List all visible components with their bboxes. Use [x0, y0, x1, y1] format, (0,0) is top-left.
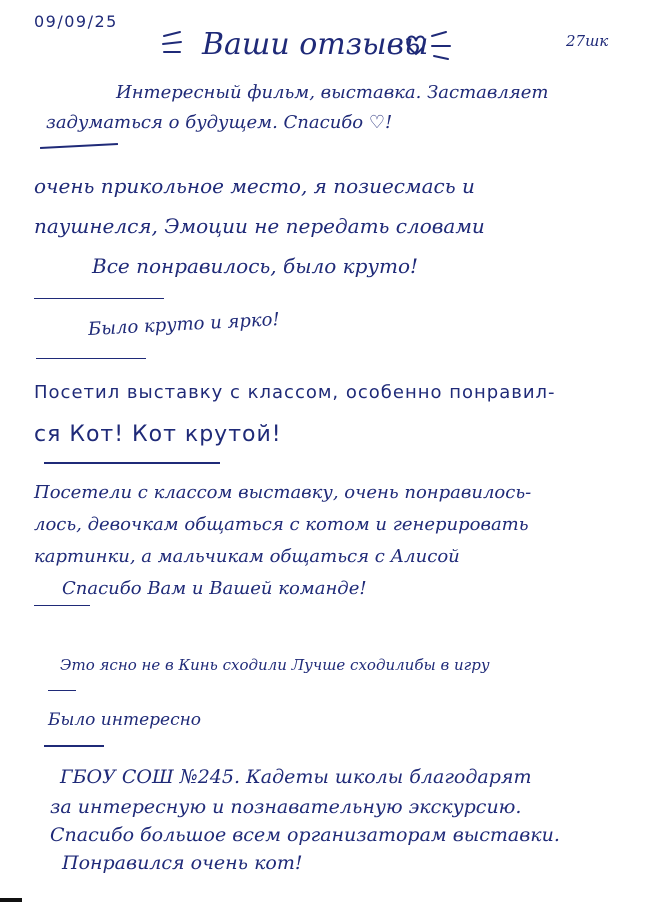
review-8-line-2: за интересную и познавательную экскурсию.: [50, 796, 522, 818]
review-1-line-1: Интересный фильм, выставка. Заставляет: [116, 82, 549, 103]
divider: [40, 143, 118, 149]
review-6-line-1: Это ясно не в Кинь сходили Лучше сходилибы в игру: [60, 656, 490, 674]
divider: [44, 745, 104, 747]
review-7-line-1: Было интересно: [48, 710, 202, 730]
review-5-line-4: Спасибо Вам и Вашей команде!: [62, 578, 367, 599]
divider: [34, 605, 90, 606]
divider: [36, 358, 146, 359]
review-8-line-4: Понравился очень кот!: [62, 852, 303, 874]
date: 09/09/25: [34, 12, 118, 31]
scan-edge-mark: [0, 898, 22, 902]
review-5-line-1: Посетели с классом выставку, очень понравилось-: [34, 482, 532, 503]
review-4-line-1: Посетил выставку с классом, особенно понравил-: [34, 382, 556, 403]
review-1-line-2: задуматься о будущем. Спасибо ♡!: [46, 112, 393, 133]
review-2-line-3: Все понравилось, было круто!: [92, 254, 419, 278]
review-5-line-2: лось, девочкам общаться с котом и генерировать: [34, 514, 529, 535]
review-8-line-3: Спасибо большое всем организаторам выставки.: [50, 824, 560, 846]
title-decoration-right-icon: [428, 28, 454, 62]
review-count: 27шк: [566, 32, 609, 50]
divider: [48, 690, 76, 691]
page-title-wrap: [160, 20, 460, 70]
review-4-line-2: ся Кот! Кот крутой!: [34, 422, 282, 447]
review-2-line-2: паушнелся, Эмоции не передать словами: [34, 214, 485, 238]
divider: [34, 298, 164, 299]
review-2-line-1: очень прикольное место, я позиесмась и: [34, 174, 475, 198]
review-5-line-3: картинки, а мальчикам общаться с Алисой: [34, 546, 460, 567]
title-decoration-left-icon: [160, 28, 184, 58]
heart-icon: [404, 32, 428, 58]
divider: [44, 462, 220, 464]
review-8-line-1: ГБОУ СОШ №245. Кадеты школы благодарят: [60, 766, 532, 788]
review-3-line-1: Было круто и ярко!: [87, 308, 281, 341]
page-title: Ваши отзывы: [202, 27, 429, 62]
